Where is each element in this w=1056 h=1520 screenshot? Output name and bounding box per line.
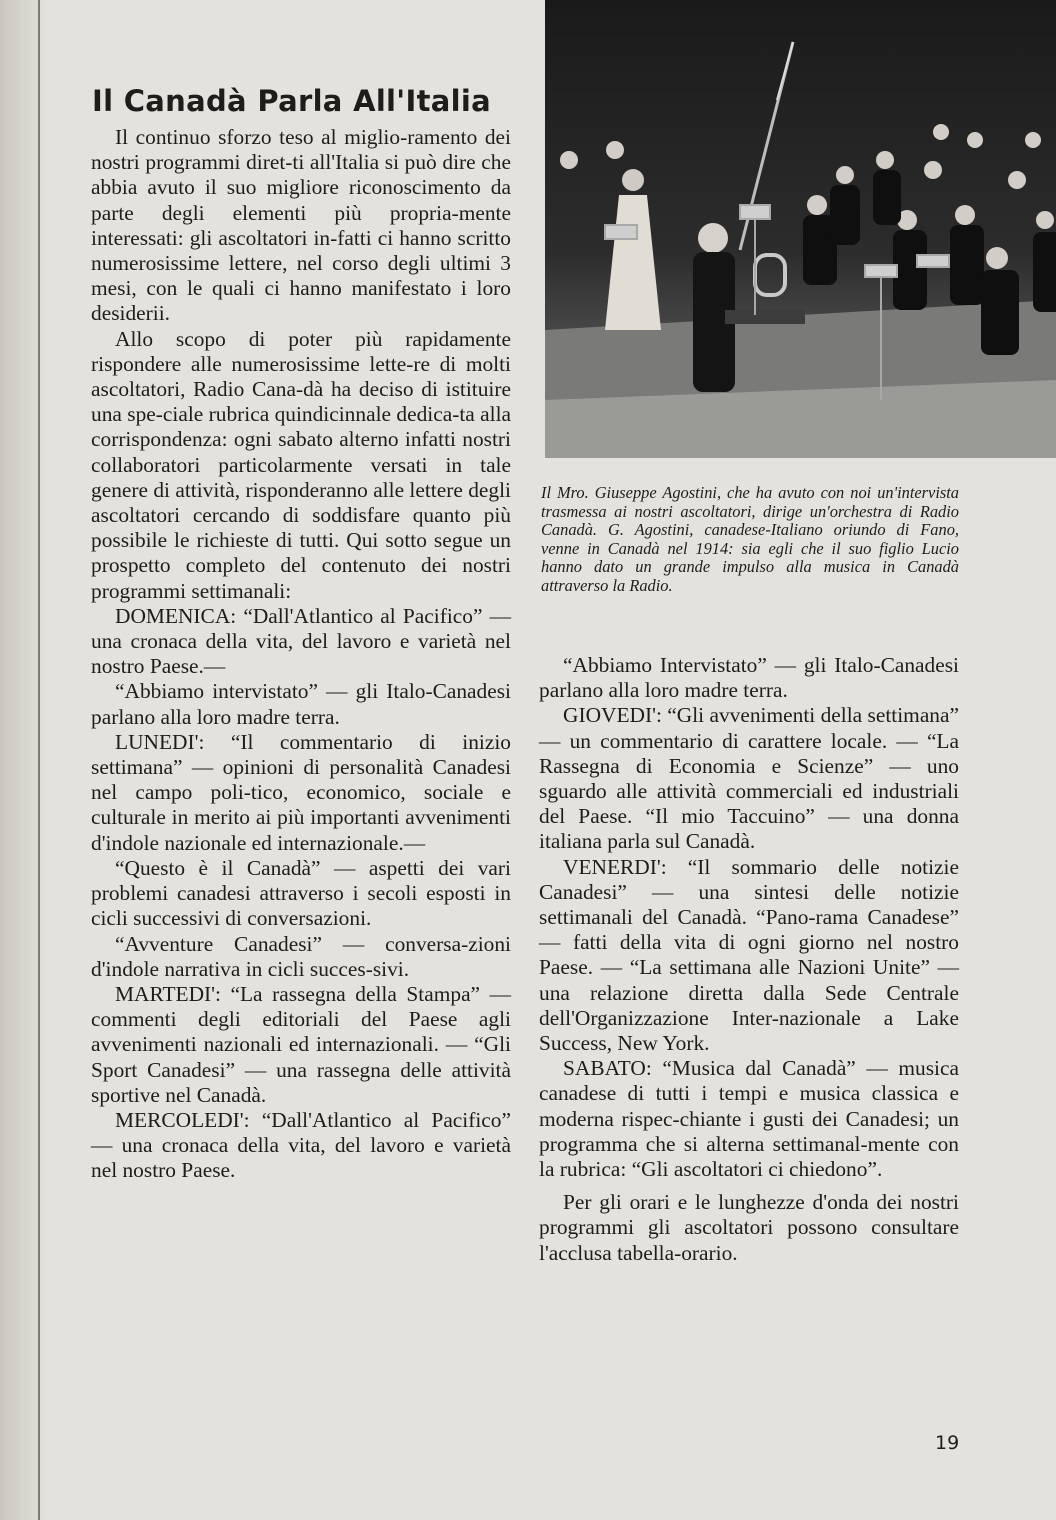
questo-canada-paragraph: “Questo è il Canadà” — aspetti dei vari problemi canadesi attraverso i secoli esposti in cicli successivi di conversazioni. [91, 855, 511, 931]
rubrica-paragraph: Allo scopo di poter più rapidamente rispondere alle numerosissime lette-re di molti ascoltatori, Radio Cana-dà ha deciso di istituire una spe-ciale rubrica quindicinnale dedica-ta alla corrispondenza: ogni sabato alterno infatti nostri collaboratori particolarmente versati in tale genere di attività, risponderanno alle lettere degli ascoltatori cercando di soddisfare quanto più possibile le richieste di tutti. Qui sotto segue un prospetto completo del contenuto dei nostri programmi settimanali: [91, 326, 511, 603]
photo-caption: Il Mro. Giuseppe Agostini, che ha avuto con noi un'intervista trasmessa ai nostri ascoltatori, dirige un'orchestra di Radio Canadà. G. Agostini, canadese-Italiano oriundo di Fano, venne in Canadà nel 1914: sia egli che il suo figlio Lucio hanno dato un grande impulso alla musica in Canadà attraverso la Radio. [541, 483, 959, 595]
orchestra-illustration [545, 0, 1056, 458]
right-text-column [539, 653, 959, 1266]
domenica-paragraph: DOMENICA: “Dall'Atlantico al Pacifico” — una cronaca della vita, del lavoro e varietà nel nostro Paese.— [91, 603, 511, 679]
sabato-paragraph: SABATO: “Musica dal Canadà” — musica canadese di tutti i tempi e musica classica e moderna rispec-chiante i gusti dei Canadesi; un programma che si alterna settimanal-mente con la rubrica: “Gli ascoltatori ci chiedono”. [539, 1056, 959, 1182]
martedi-paragraph: MARTEDI': “La rassegna della Stampa” — commenti degli editoriali del Paese agli avvenimenti nazionali ed internazionali. — “Gli Sport Canadesi” — una rassegna delle attività sportive nel Canadà. [91, 981, 511, 1107]
avventure-paragraph: “Avventure Canadesi” — conversa-zioni d'indole narrativa in cicli succes-sivi. [91, 931, 511, 981]
intro-paragraph: Il continuo sforzo teso al miglio-ramento dei nostri programmi diret-ti all'Italia si può dire che abbia avuto il suo migliore riconoscimento da parte degli elementi più propria-mente interessati: gli ascoltatori in-fatti ci hanno scritto numerosissime lettere, nel corso degli ultimi 3 mesi, con le quali ci hanno manifestato i loro desiderii. [91, 125, 511, 326]
abbiamo-intervistato-paragraph: “Abbiamo intervistato” — gli Italo-Canadesi parlano alla loro madre terra. [91, 679, 511, 729]
venerdi-paragraph: VENERDI': “Il sommario delle notizie Canadesi” — una sintesi delle notizie settimanali del Canadà. “Pano-rama Canadese” — fatti della vita di ogni giorno nel nostro Paese. — “La settimana alle Nazioni Unite” — una relazione diretta dalla Sede Centrale dell'Organizzazione Inter-nazionale a Lake Success, New York. [539, 854, 959, 1056]
page-number: 19 [935, 1432, 960, 1454]
binding-fold-line [38, 0, 40, 1520]
left-text-column [91, 125, 511, 1184]
lunedi-paragraph: LUNEDI': “Il commentario di inizio settimana” — opinioni di personalità Canadesi nel campo poli-tico, economico, sociale e culturale in merito ai più importanti avvenimenti d'indole nazionale ed internazionale.— [91, 729, 511, 855]
mercoledi-paragraph: MERCOLEDI': “Dall'Atlantico al Pacifico” — una cronaca della vita, del lavoro e varietà nel nostro Paese. [91, 1107, 511, 1183]
page-binding-shadow [0, 0, 48, 1520]
orchestra-photo [545, 0, 1056, 458]
abbiamo-intervistato-right-paragraph: “Abbiamo Intervistato” — gli Italo-Canadesi parlano alla loro madre terra. [539, 653, 959, 703]
orari-paragraph: Per gli orari e le lunghezze d'onda dei nostri programmi gli ascoltatori possono consultare l'acclusa tabella-orario. [539, 1190, 959, 1265]
article-title: Il Canadà Parla All'Italia [92, 84, 491, 118]
giovedi-paragraph: GIOVEDI': “Gli avvenimenti della settimana” — un commentario di carattere locale. — “La Rassegna di Economia e Scienze” — uno sguardo alle attività commerciali ed industriali del Paese. “Il mio Taccuino” — una donna italiana parla sul Canadà. [539, 703, 959, 854]
